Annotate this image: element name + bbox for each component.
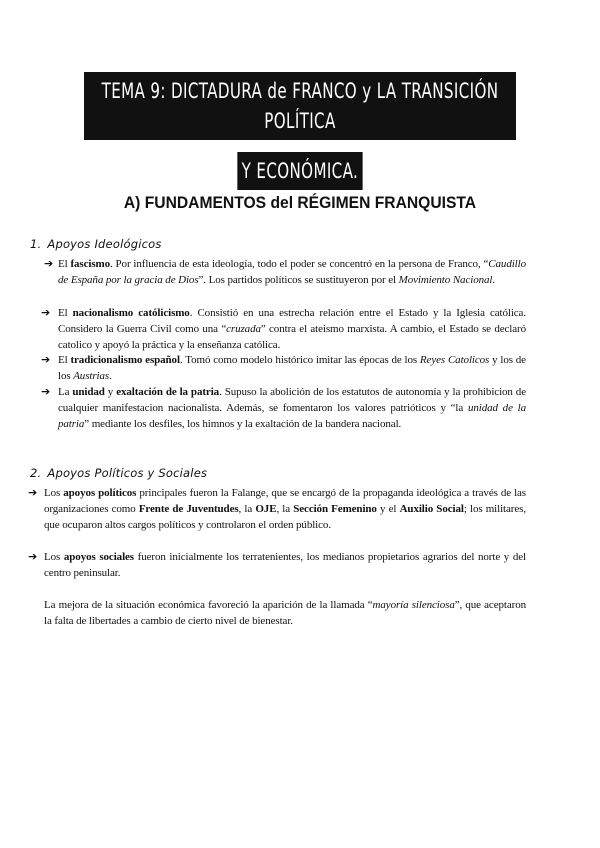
list-item-unidad bbox=[41, 384, 526, 432]
arrow-right-icon: ➔ bbox=[28, 486, 38, 499]
italic-term: cruzada bbox=[226, 323, 261, 335]
text: fueron inicialmente los terratenientes, los medianos propietarios agrarios del norte y del centro peninsular. bbox=[44, 551, 526, 579]
subheading-label: Apoyos Ideológicos bbox=[47, 237, 162, 251]
subheading-label: Apoyos Políticos y Sociales bbox=[47, 466, 208, 480]
text: ”. Los partidos políticos se sustituyeron por el bbox=[198, 274, 399, 286]
text: , la bbox=[276, 503, 294, 515]
text: ; los militares, que ocuparon altos cargos políticos y controlaron el orden público. bbox=[44, 503, 526, 531]
text: . Consistió en una estrecha relación entre el Estado y la Iglesia católica. Considero la Guerra Civil como una “ bbox=[58, 307, 526, 335]
bold-term: nacionalismo católicismo bbox=[72, 307, 190, 319]
bold-term: apoyos políticos bbox=[63, 487, 137, 499]
text: ”, que aceptaron la falta de libertades a cambio de cierto nivel de bienestar. bbox=[44, 599, 527, 627]
italic-term: unidad de la patria bbox=[58, 402, 526, 430]
bold-term: Sección Femenino bbox=[293, 503, 377, 515]
italic-term: Movimiento Nacional bbox=[398, 274, 493, 286]
text: ” contra el ateismo marxista. A cambio, el Estado se declaró catolico y apoyó la práctica y la enseñanza católica. bbox=[58, 323, 526, 351]
italic-term: Caudillo de España por la gracia de Dios bbox=[58, 258, 526, 286]
arrow-right-icon: ➔ bbox=[41, 306, 51, 319]
text: y los de los bbox=[58, 354, 526, 382]
text: , la bbox=[238, 503, 256, 515]
text: El bbox=[58, 258, 71, 270]
text: principales fueron la Falange, que se encargó de la propaganda ideológica a través de las organizaciones como bbox=[44, 487, 526, 515]
bold-term: fascismo bbox=[70, 258, 110, 270]
bold-term: Auxilio Social bbox=[399, 503, 464, 515]
title-line-2: Y ECONÓMICA. bbox=[237, 152, 362, 190]
paragraph-mayoria-silenciosa bbox=[44, 597, 526, 629]
arrow-right-icon: ➔ bbox=[44, 257, 54, 270]
text: La mejora de la situación económica favoreció la aparición de la llamada “ bbox=[44, 599, 373, 611]
text: . Por influencia de esta ideología, todo el poder se concentró en la persona de Franco, “ bbox=[110, 258, 489, 270]
subheading-number: 1. bbox=[30, 237, 42, 251]
bold-term: unidad bbox=[72, 386, 105, 398]
text: . bbox=[109, 370, 112, 382]
bold-term: tradicionalismo español bbox=[70, 354, 180, 366]
arrow-right-icon: ➔ bbox=[28, 550, 38, 563]
italic-term: mayoría silenciosa bbox=[372, 599, 455, 611]
bold-term: OJE bbox=[255, 503, 277, 515]
text: Los bbox=[44, 551, 64, 563]
subheading-number: 2. bbox=[30, 466, 42, 480]
paragraph-apoyos-politicos bbox=[28, 485, 526, 533]
text: Los bbox=[44, 487, 64, 499]
text: El bbox=[58, 354, 71, 366]
subheading-apoyos-ideologicos bbox=[30, 237, 162, 251]
list-item-nacionalismo bbox=[41, 305, 526, 353]
text: y bbox=[104, 386, 117, 398]
arrow-right-icon: ➔ bbox=[41, 385, 51, 398]
italic-term: Austrias bbox=[73, 370, 110, 382]
text: La bbox=[58, 386, 73, 398]
text: . Tomó como modelo histórico imitar las épocas de los bbox=[179, 354, 420, 366]
bold-term: Frente de Juventudes bbox=[138, 503, 239, 515]
text: . bbox=[492, 274, 496, 286]
subheading-apoyos-politicos bbox=[30, 466, 207, 480]
list-item-tradicionalismo bbox=[41, 352, 526, 384]
list-item-fascismo bbox=[44, 256, 526, 288]
section-heading: A) FUNDAMENTOS del RÉGIMEN FRANQUISTA bbox=[123, 193, 477, 212]
italic-term: Reyes Catolicos bbox=[419, 354, 490, 366]
text: El bbox=[58, 307, 73, 319]
paragraph-apoyos-sociales bbox=[28, 549, 526, 581]
bold-term: exaltación de la patria bbox=[116, 386, 220, 398]
text: . Supuso la abolición de los estatutos de autonomía y la prohibicion de cualquier manifestacion nacionalista. Además, se fomentaron los valores patrióticos y “la bbox=[58, 386, 526, 414]
page-title bbox=[0, 72, 600, 190]
text: y el bbox=[376, 503, 400, 515]
arrow-right-icon: ➔ bbox=[41, 353, 51, 366]
title-line-1: TEMA 9: DICTADURA de FRANCO y LA TRANSICIÓN POLÍTICA bbox=[84, 72, 516, 140]
bold-term: apoyos sociales bbox=[63, 551, 134, 563]
text: ” mediante los desfiles, los himnos y la exaltación de la bandera nacional. bbox=[84, 418, 402, 430]
